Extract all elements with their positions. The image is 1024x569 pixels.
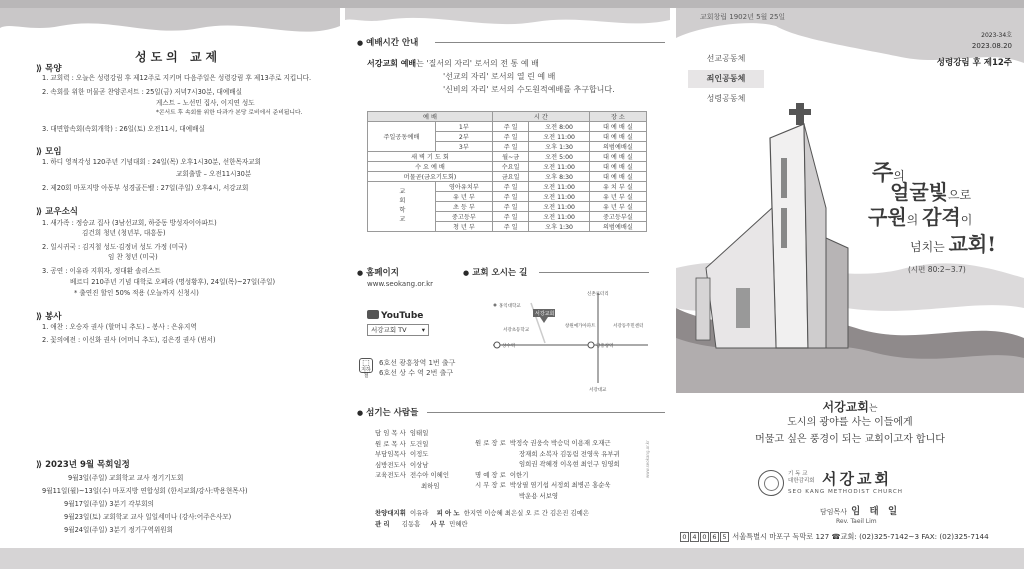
table-cell: 초 등 부 xyxy=(435,202,492,212)
address-text: 서울특별시 마포구 독막로 127 ☎교회: (02)325-7142~3 FAX: (02)325-7144 xyxy=(732,532,989,541)
worship-intro: 서강교회 예배는 '질서의 자리' 로서의 전 통 예 배 xyxy=(367,59,539,68)
table-cell: 대 예 배 실 xyxy=(589,172,646,182)
table-cell: 1부 xyxy=(435,122,492,132)
table-cell: 주 일 xyxy=(492,182,528,192)
church-address xyxy=(680,532,989,542)
table-header: 장 소 xyxy=(589,112,646,122)
youtube-logo: YouTube xyxy=(367,310,423,321)
table-cell: 수 요 예 배 xyxy=(368,162,493,172)
notice-subitem: * 출연진 할인 50% 적용 (오늘까지 신청시) xyxy=(74,289,199,297)
table-row xyxy=(368,172,647,182)
table-cell: 주 일 xyxy=(492,192,528,202)
map-label: 광흥창역 xyxy=(596,344,614,349)
table-cell: 유 년 부 실 xyxy=(589,202,646,212)
homepage-heading: ● 홈페이지 xyxy=(357,268,399,278)
cover-panel xyxy=(676,8,1024,548)
table-cell: 월~금 xyxy=(492,152,528,162)
table-cell: 머물곧(금요기도회) xyxy=(368,172,493,182)
vision-line: 도시의 광야를 사는 이들에게 xyxy=(787,417,913,428)
staff-row: 원 로 장 로 박정숙 권웅숙 박승덕 이용재 오재근 xyxy=(475,439,611,447)
notice-subitem: 교회출발 – 오전11시30분 xyxy=(176,170,252,178)
tab-sinner-community[interactable]: 죄인공동체 xyxy=(688,70,764,88)
worship-schedule-table xyxy=(367,111,647,232)
church-illustration xyxy=(696,103,848,348)
decorative-wave xyxy=(345,8,670,36)
table-cell: 주 일 xyxy=(492,122,528,132)
subway-info: 6호선 광흥창역 1번 출구 xyxy=(379,359,456,367)
zip-digit: 0 xyxy=(680,532,689,542)
table-cell: 교회학교 xyxy=(368,182,436,232)
table-cell: 오전 11:00 xyxy=(529,162,589,172)
tab-spirit-community[interactable]: 성령공동체 xyxy=(706,94,746,103)
notice-item: 1. 교회력 : 오늘은 성령강림 후 제12주로 지키며 다음주일은 성령강림 후 제13주로 지킵니다. xyxy=(42,74,312,82)
notice-item: 2. 속회를 위한 머물곧 찬양콘서트 : 25일(금) 저녁7시30분, 대예배실 xyxy=(42,88,242,96)
table-cell: 새 벽 기 도 회 xyxy=(368,152,493,162)
table-row xyxy=(368,152,647,162)
table-cell: 의범예배실 xyxy=(589,142,646,152)
staff-heading: ● 섬기는 사람들 xyxy=(357,408,419,418)
divider xyxy=(539,272,649,273)
church-founded: 교회창립 1902년 5월 25일 xyxy=(700,13,786,21)
zip-digit: 4 xyxy=(690,532,699,542)
notice-item: 1. 새가족 : 정승교 집사 (3남선교회, 하중동 방성자이아파트) xyxy=(42,219,217,227)
map-label: 서강동주민센터 xyxy=(613,324,644,329)
table-header: 예 배 xyxy=(368,112,493,122)
table-row xyxy=(368,182,647,192)
staff-list-bottom xyxy=(375,508,589,529)
zip-digit: 5 xyxy=(720,532,729,542)
decorative-wave xyxy=(0,8,340,48)
schedule-row: 9월3일(주일) 교회학교 교사 정기기도회 xyxy=(68,474,184,482)
table-cell: 오전 11:00 xyxy=(529,202,589,212)
table-cell: 대 예 배 실 xyxy=(589,152,646,162)
slogan-line: 얼굴빛으로 xyxy=(890,180,972,204)
table-cell: 오전 5:00 xyxy=(529,152,589,162)
staff-row: 관 리 김동흠 사 무 민혜란 xyxy=(375,519,468,528)
staff-row: 임희권 곽혜경 이옥현 최인구 임영희 xyxy=(519,460,620,468)
table-cell: 대 예 배 실 xyxy=(589,162,646,172)
table-cell: 오전 11:00 xyxy=(529,182,589,192)
section-heading-schedule: ⟫ 2023년 9월 목회일정 xyxy=(36,460,130,470)
zip-digit: 6 xyxy=(710,532,719,542)
issue-date: 2023.08.20 xyxy=(971,42,1012,50)
section-heading-service: ⟫ 봉사 xyxy=(36,312,62,322)
section-heading-news: ⟫ 교우소식 xyxy=(36,207,78,217)
table-cell: 유 년 부 실 xyxy=(589,192,646,202)
liturgical-week: 성령강림 후 제12주 xyxy=(936,58,1012,68)
notice-item: 2. 제20회 마포지방 아동부 성경골든벨 : 27일(주일) 오후4시, 서강교회 xyxy=(42,184,249,192)
notice-subitem: 베르디 210주년 기념 대학로 오페라 (명성황후), 24일(목)~27일(주일) xyxy=(70,278,276,286)
table-cell: 의범예배실 xyxy=(589,222,646,232)
slogan-line: 넘치는 교회! xyxy=(910,232,997,256)
staff-row: 담 임 목 사 임태일 xyxy=(375,429,429,437)
notice-item: 2. 일시귀국 : 김지철 성도·김정녀 성도 가정 (미국) xyxy=(42,243,188,251)
schedule-row: 9월23일(토) 교회학교 교사 일일세미나 (강사:어주은사모) xyxy=(64,513,232,521)
vision-line: 머물고 싶은 풍경이 되는 교회이고자 합니다 xyxy=(755,434,945,445)
table-cell: 오전 11:00 xyxy=(529,132,589,142)
table-cell: 오전 11:00 xyxy=(529,212,589,222)
staff-row: 원 로 목 사 도건일 xyxy=(375,439,429,448)
table-cell: 금요일 xyxy=(492,172,528,182)
zip-digit: 0 xyxy=(700,532,709,542)
staff-row: 부담임목사 이정도 xyxy=(375,450,429,458)
table-cell: 오전 11:00 xyxy=(529,192,589,202)
subway-info: 6호선 상 수 역 2번 출구 xyxy=(379,369,454,377)
table-row xyxy=(368,122,647,132)
table-cell: 주 일 xyxy=(492,142,528,152)
notice-item: 1. 애찬 : 오승자 권사 (할머니 추도) – 봉사 : 은유지역 xyxy=(42,323,197,331)
map-label: 신촌로터리 xyxy=(587,292,609,297)
staff-row: 명 예 장 로 이한기 xyxy=(475,470,529,479)
location-map xyxy=(483,283,653,395)
table-cell: 3부 xyxy=(435,142,492,152)
staff-row: 시 무 장 로 박상필 염기섭 서정희 최병곤 홍순욱 xyxy=(475,481,611,489)
table-cell: 주 일 xyxy=(492,212,528,222)
table-cell: 2부 xyxy=(435,132,492,142)
worship-intro: '신비의 자리' 로서의 수도원적예배를 추구합니다. xyxy=(443,85,615,94)
fellowship-panel xyxy=(0,8,340,548)
staff-row: 찬양대지휘 이유라 피 아 노 한지연 이승혜 최은실 오 르 간 김은진 김예은 xyxy=(375,509,590,517)
notice-subitem: 게스트 – 노선민 집사, 이지연 성도 xyxy=(156,99,255,107)
table-cell: 대 예 배 실 xyxy=(589,132,646,142)
notice-item: 1. 하디 영적각성 120주년 기념대회 : 24일(목) 오후1시30분, 선한목자교회 xyxy=(42,158,261,166)
denomination: 기 독 교 대한감리회 xyxy=(788,471,815,484)
table-cell: 주일공동예배 xyxy=(368,122,436,152)
table-cell: 주 일 xyxy=(492,202,528,212)
table-cell: 오후 1:30 xyxy=(529,222,589,232)
table-cell: 오후 8:30 xyxy=(529,172,589,182)
table-cell: 청 년 부 xyxy=(435,222,492,232)
table-cell: 중고등부실 xyxy=(589,212,646,222)
notice-item: 2. 꽃의예전 : 이신화 권사 (어머니 추도), 김은경 권사 (범서) xyxy=(42,336,216,344)
table-cell: 오전 8:00 xyxy=(529,122,589,132)
senior-pastor-english: Rev. Taeil Lim xyxy=(836,518,877,525)
notice-subitem: *콘서트 후 속회를 위한 다과가 본당 로비에서 준비됩니다. xyxy=(156,110,303,116)
map-label-church: 서강교회 xyxy=(535,311,555,317)
info-panel xyxy=(345,8,670,548)
issue-number: 2023-34호 xyxy=(981,32,1012,39)
notice-subitem: 임 찬 청년 (미국) xyxy=(108,253,158,261)
church-logo-icon xyxy=(758,470,784,496)
church-name: 서강교회 xyxy=(822,470,892,488)
side-url: www.seokang.or.kr xyxy=(645,440,650,478)
slogan-line: 구원의 감격이 xyxy=(868,205,973,229)
notice-subitem: 김건희 청년 (청년부, 대흥동) xyxy=(82,229,166,237)
worship-intro: '선교의 자리' 로서의 열 린 예 배 xyxy=(443,72,556,81)
map-label: 서강초등학교 xyxy=(503,328,530,333)
table-cell: 주 일 xyxy=(492,222,528,232)
schedule-row: 9월24일(주일) 3분기 정기구역위원회 xyxy=(64,526,173,534)
notice-item: 3. 대면합속회(속회개학) : 26일(토) 오전11시, 대예배실 xyxy=(42,125,205,133)
table-cell: 중고등부 xyxy=(435,212,492,222)
divider xyxy=(427,412,665,413)
bottom-band xyxy=(0,548,1024,569)
schedule-row: 9월17일(주일) 3분기 각부회의 xyxy=(64,500,154,508)
church-name-english: SEO KANG METHODIST CHURCH xyxy=(788,489,903,495)
table-cell: 주 일 xyxy=(492,132,528,142)
elder-list xyxy=(475,438,620,501)
cover-background xyxy=(676,8,1024,548)
worship-heading: ● 예배시간 안내 xyxy=(357,38,419,48)
map-label: 상수역 xyxy=(502,344,516,349)
table-cell: 유 년 부 xyxy=(435,192,492,202)
table-cell: 영아유치부 xyxy=(435,182,492,192)
staff-row: 박운용 서보영 xyxy=(519,491,559,500)
staff-row: 최하임 xyxy=(421,481,440,490)
vision-line: 서강교회는 xyxy=(822,400,878,414)
table-header: 시 간 xyxy=(492,112,589,122)
subway-icon: ⬚ 지하철 xyxy=(359,358,373,373)
table-cell: 유 치 부 실 xyxy=(589,182,646,192)
table-row xyxy=(368,162,647,172)
youtube-channel-select[interactable]: 서강교회 TV ▾ xyxy=(367,324,429,336)
slogan-verse: (시편 80:2~3.7) xyxy=(908,265,966,274)
fellowship-title: 성도의 교제 xyxy=(135,50,222,64)
notice-item: 3. 공연 : 이유라 지휘자, 정대환 솔리스트 xyxy=(42,267,161,275)
table-cell: 오후 1:30 xyxy=(529,142,589,152)
section-heading-pastoral: ⟫ 목양 xyxy=(36,64,62,74)
map-label: 창원예가아파트 xyxy=(565,324,596,329)
directions-heading: ● 교회 오시는 길 xyxy=(463,268,528,278)
schedule-row: 9월11일(월)~13일(수) 마포지방 연합성회 (한서교회/강사:박용현목사) xyxy=(42,487,248,495)
staff-row: 교육전도사 전수아 이혜인 xyxy=(375,471,450,479)
map-label: 서강대교 xyxy=(589,388,607,393)
staff-list xyxy=(375,428,449,491)
tab-mission-community[interactable]: 선교공동체 xyxy=(706,54,746,63)
table-cell: 수요일 xyxy=(492,162,528,172)
youtube-icon xyxy=(367,310,379,319)
homepage-link[interactable]: www.seokang.or.kr xyxy=(367,280,433,288)
chevron-down-icon: ▾ xyxy=(421,326,425,334)
map-label: 홍익대학교 xyxy=(499,304,521,309)
senior-pastor: 담임목사 임 태 일 xyxy=(820,506,901,517)
staff-row: 장재희 소복자 김동림 전영욱 유부귀 xyxy=(519,449,620,458)
divider xyxy=(435,42,665,43)
slogan-line: 주의 xyxy=(872,160,905,186)
section-heading-meeting: ⟫ 모임 xyxy=(36,147,62,157)
top-band xyxy=(0,0,1024,8)
table-cell: 대 예 배 실 xyxy=(589,122,646,132)
table-header-row xyxy=(368,112,647,122)
staff-row: 심방전도사 이상남 xyxy=(375,460,429,469)
